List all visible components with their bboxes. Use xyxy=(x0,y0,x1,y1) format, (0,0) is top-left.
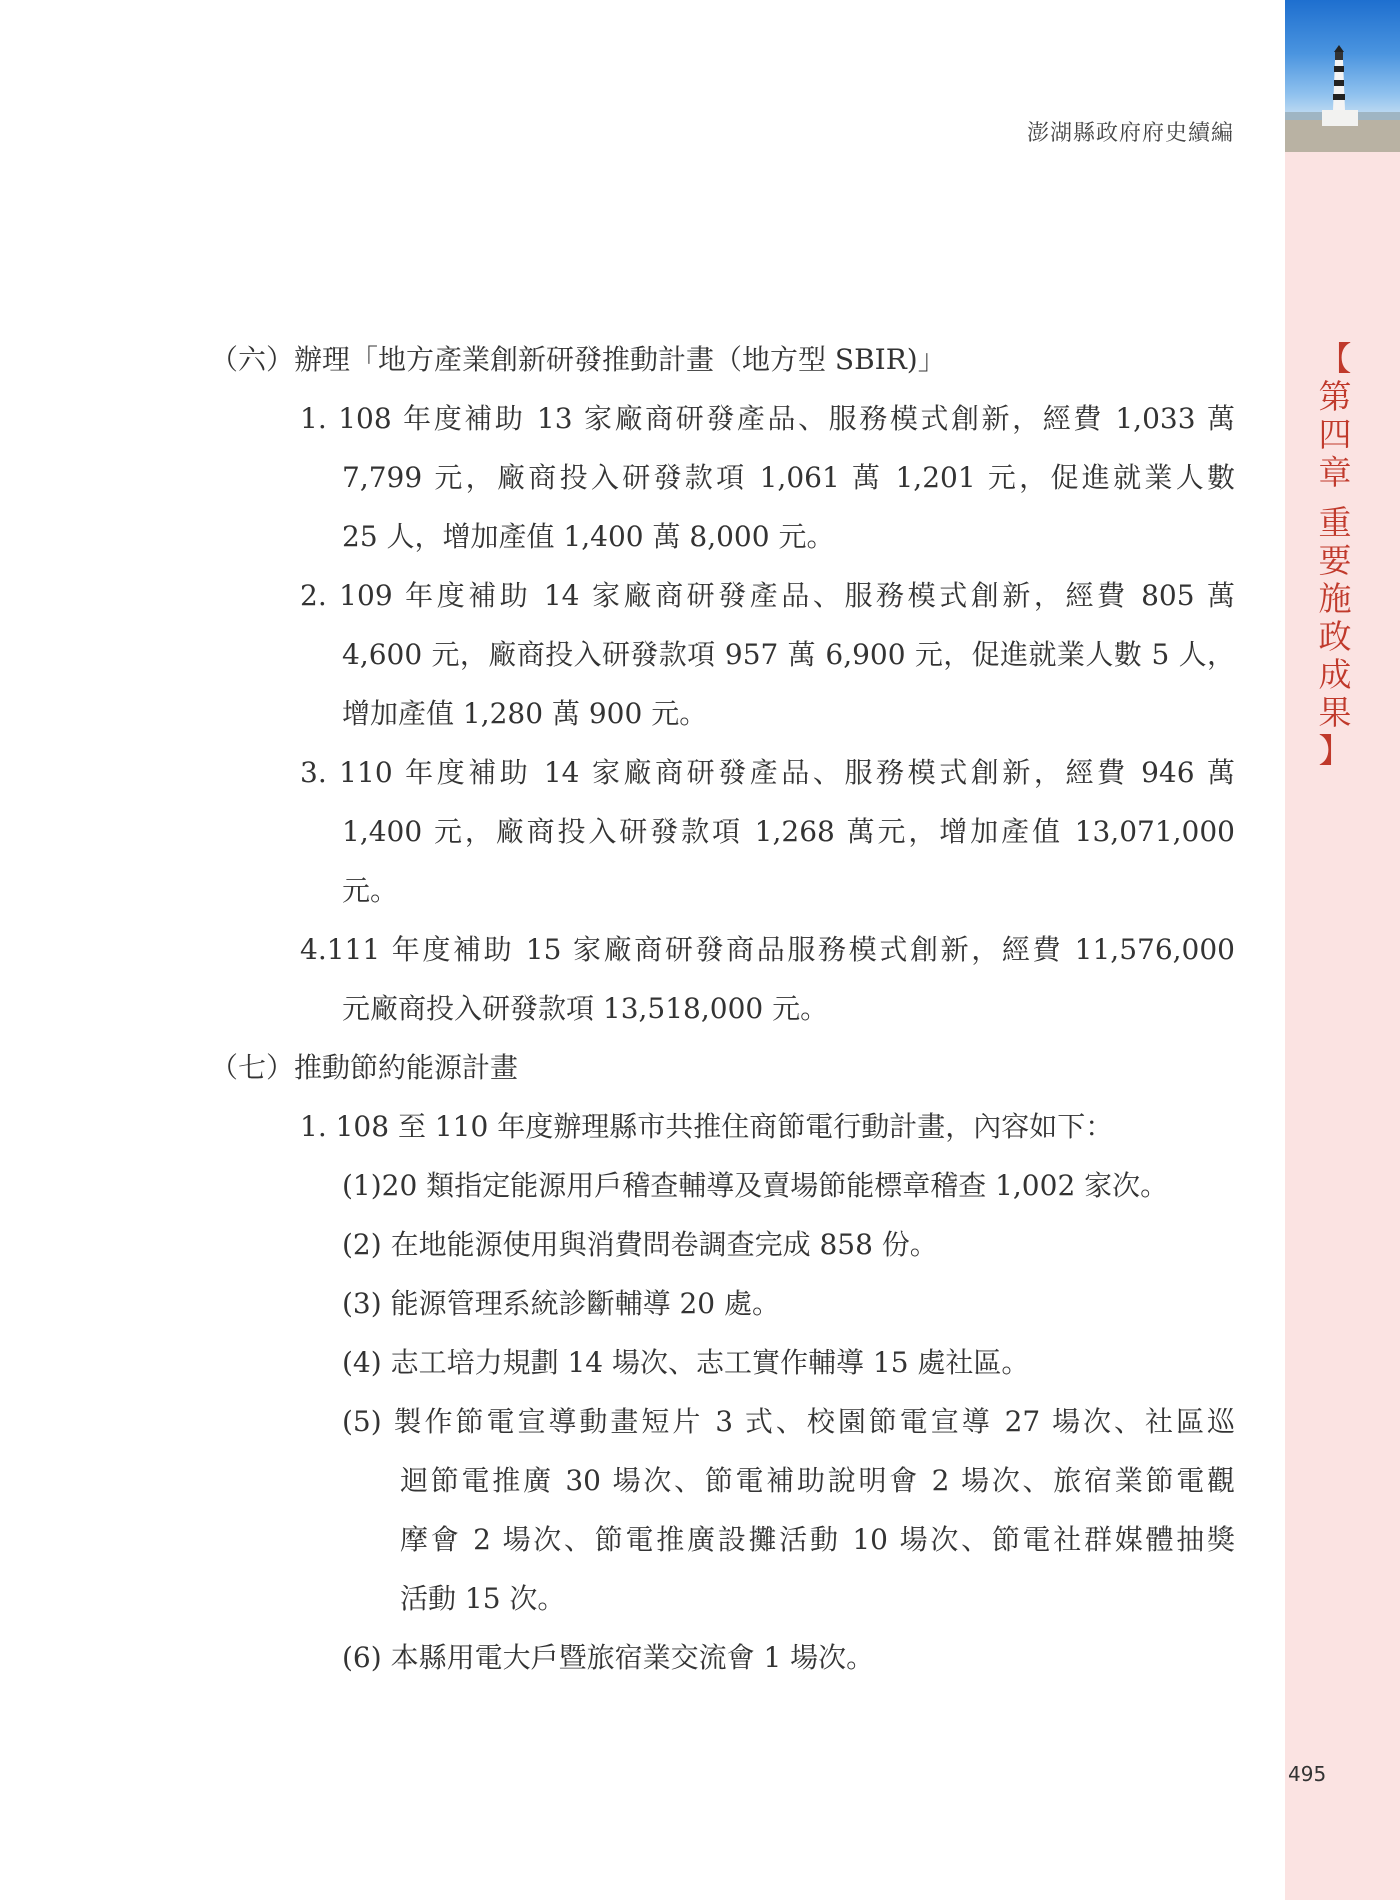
sub-item-line: (3) 能源管理系統診斷輔導 20 處。 xyxy=(342,1287,780,1320)
chapter-tab-char: 第 xyxy=(1318,377,1352,416)
sub-item-line: (2) 在地能源使用與消費問卷調查完成 858 份。 xyxy=(342,1228,938,1261)
list-item-line: 4,600 元，廠商投入研發款項 957 萬 6,900 元，促進就業人數 5 人， xyxy=(342,638,1235,671)
list-item-line: 增加產值 1,280 萬 900 元。 xyxy=(342,697,708,730)
chapter-tab-char: 四 xyxy=(1318,415,1352,454)
lighthouse-icon xyxy=(1285,0,1400,152)
sub-item-line: (4) 志工培力規劃 14 場次、志工實作輔導 15 處社區。 xyxy=(342,1346,1030,1379)
chapter-margin-band xyxy=(1285,0,1400,1900)
sub-item-line: 迴節電推廣 30 場次、節電補助說明會 2 場次、旅宿業節電觀 xyxy=(400,1464,1235,1497)
list-item-line: 4.111 年度補助 15 家廠商研發商品服務模式創新，經費 11,576,000 xyxy=(300,933,1235,966)
chapter-tab-char: 】 xyxy=(1318,731,1352,770)
sub-item-line: 摩會 2 場次、節電推廣設攤活動 10 場次、節電社群媒體抽獎 xyxy=(400,1523,1235,1556)
chapter-tab-char: 【 xyxy=(1318,339,1352,378)
sub-item-line: (5) 製作節電宣導動畫短片 3 式、校園節電宣導 27 場次、社區巡 xyxy=(342,1405,1235,1438)
chapter-tab-char: 要 xyxy=(1318,541,1352,580)
list-item-line: 1,400 元，廠商投入研發款項 1,268 萬元，增加產值 13,071,000 xyxy=(342,815,1235,848)
lighthouse-photo xyxy=(1285,0,1400,152)
list-item-line: 7,799 元，廠商投入研發款項 1,061 萬 1,201 元，促進就業人數 xyxy=(342,461,1235,494)
chapter-side-tab xyxy=(1300,340,1370,770)
list-item-line: 1. 108 年度補助 13 家廠商研發產品、服務模式創新，經費 1,033 萬 xyxy=(300,402,1235,435)
sub-item-line: (6) 本縣用電大戶暨旅宿業交流會 1 場次。 xyxy=(342,1641,875,1674)
list-item-line: 3. 110 年度補助 14 家廠商研發產品、服務模式創新，經費 946 萬 xyxy=(300,756,1235,789)
running-header-title: 澎湖縣政府府史續編 xyxy=(1026,121,1234,146)
list-item-line: 元廠商投入研發款項 13,518,000 元。 xyxy=(342,992,829,1025)
chapter-tab-char: 章 xyxy=(1318,453,1352,492)
sub-item-line: (1)20 類指定能源用戶稽查輔導及賣場節能標章稽查 1,002 家次。 xyxy=(342,1169,1169,1202)
chapter-tab-char: 施 xyxy=(1318,579,1352,618)
list-item-line: 元。 xyxy=(342,874,399,907)
page-number: 495 xyxy=(1288,1762,1327,1786)
chapter-tab-char: 成 xyxy=(1318,655,1352,694)
section-heading-6: （六）辦理「地方產業創新研發推動計畫（地方型 SBIR)」 xyxy=(210,343,946,376)
section-heading-7: （七）推動節約能源計畫 xyxy=(210,1051,519,1084)
list-item-line: 2. 109 年度補助 14 家廠商研發產品、服務模式創新，經費 805 萬 xyxy=(300,579,1235,612)
chapter-tab-char: 政 xyxy=(1318,617,1352,656)
list-item-line: 25 人，增加產值 1,400 萬 8,000 元。 xyxy=(342,520,835,553)
chapter-tab-char: 重 xyxy=(1318,503,1352,542)
chapter-tab-char: 果 xyxy=(1318,693,1352,732)
list-item-line: 1. 108 至 110 年度辦理縣市共推住商節電行動計畫，內容如下： xyxy=(300,1110,1114,1143)
sub-item-line: 活動 15 次。 xyxy=(400,1582,566,1615)
